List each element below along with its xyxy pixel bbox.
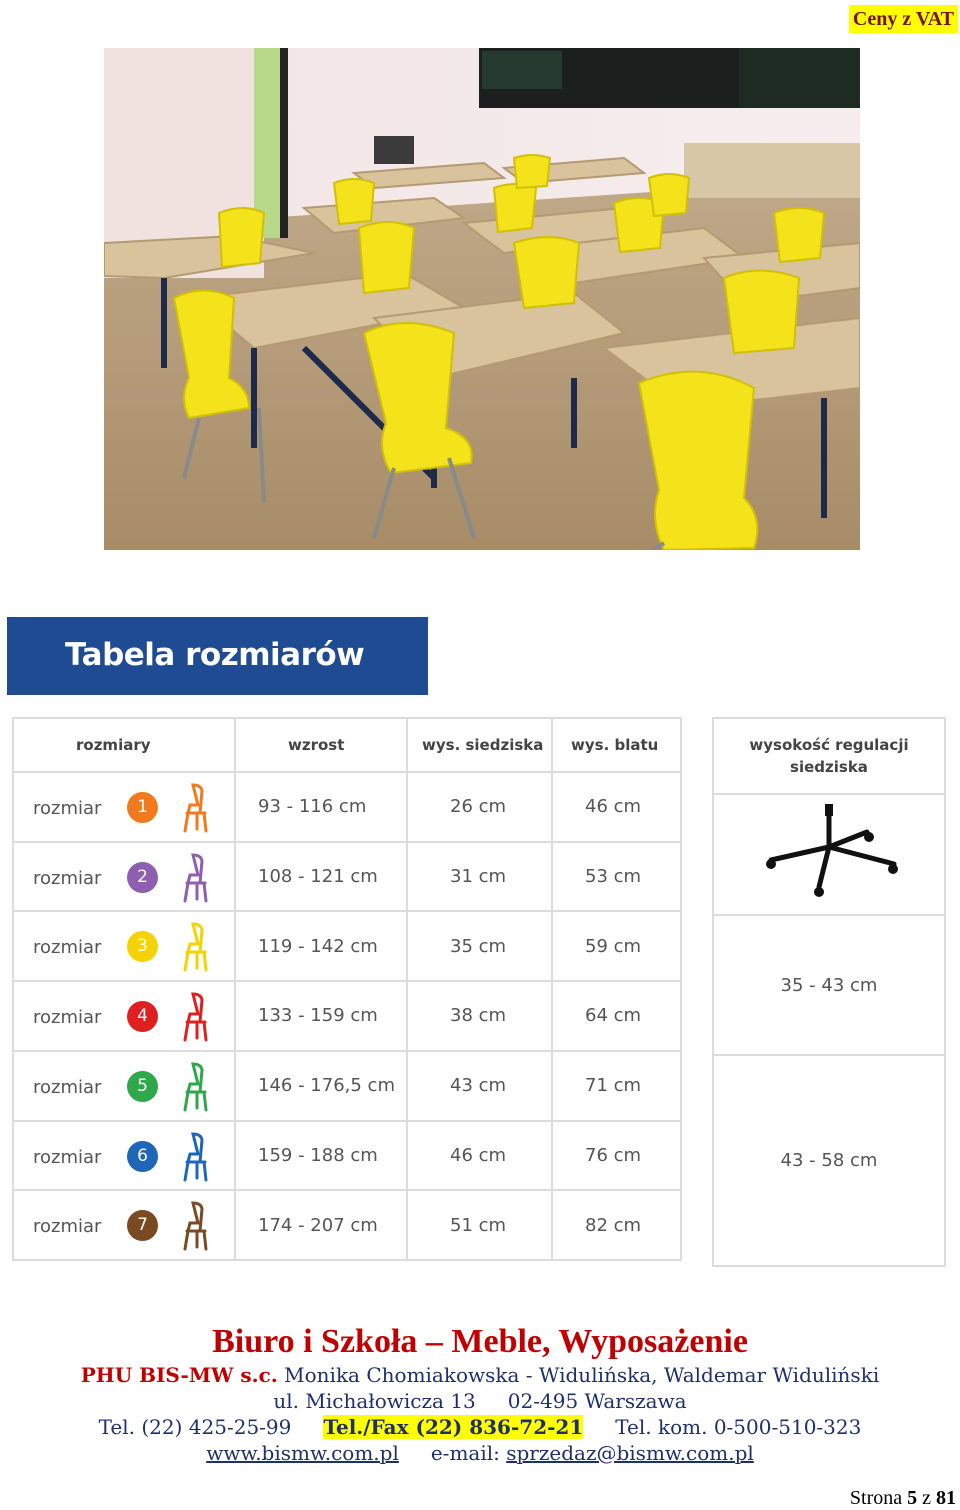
desk-height-cell: 76 cm — [552, 1121, 681, 1191]
size-cell — [13, 1051, 235, 1121]
price-badge: Ceny z VAT — [849, 5, 958, 33]
swivel-chair-base-icon — [759, 802, 899, 902]
size-label: rozmiar — [33, 798, 102, 819]
chair-icon — [179, 1132, 209, 1182]
company-name: Biuro i Szkoła – Meble, Wyposażenie — [212, 1323, 748, 1360]
size-cell — [13, 772, 235, 842]
chair-icon — [179, 1062, 209, 1112]
page-current: 5 — [907, 1487, 918, 1509]
seat-height-cell: 43 cm — [407, 1051, 552, 1121]
size-row — [13, 842, 681, 912]
height-cell: 174 - 207 cm — [235, 1190, 407, 1260]
page-number — [850, 1487, 956, 1510]
adjustment-header-line1: wysokość regulacji — [749, 736, 909, 754]
page-total: 81 — [936, 1487, 956, 1509]
size-table-title-bar — [7, 617, 428, 695]
page-prefix: Strona — [849, 1487, 903, 1509]
size-number-badge: 5 — [127, 1071, 158, 1102]
size-table — [12, 717, 682, 1261]
seat-height-cell: 38 cm — [407, 981, 552, 1051]
seat-height-cell: 51 cm — [407, 1190, 552, 1260]
website-link[interactable]: www.bismw.com.pl — [206, 1441, 399, 1465]
size-label: rozmiar — [33, 937, 102, 959]
size-label: rozmiar — [33, 1007, 102, 1029]
page-separator: z — [922, 1487, 931, 1509]
desk-height-cell: 82 cm — [552, 1190, 681, 1260]
desk-height-cell: 46 cm — [552, 772, 681, 842]
phone: Tel. (22) 425-25-99 — [98, 1415, 292, 1439]
size-row — [13, 981, 681, 1051]
header-height: wzrost — [235, 718, 407, 772]
size-number-badge: 6 — [127, 1141, 158, 1172]
seat-height-cell: 35 cm — [407, 911, 552, 981]
height-cell: 159 - 188 cm — [235, 1121, 407, 1191]
size-cell — [13, 1190, 235, 1260]
size-number-badge: 7 — [127, 1210, 158, 1241]
phone-line — [0, 1414, 960, 1440]
contact-line — [0, 1440, 960, 1466]
height-cell: 119 - 142 cm — [235, 911, 407, 981]
chair-icon — [179, 783, 209, 833]
header-desk-height: wys. blatu — [552, 718, 681, 772]
size-table-title: Tabela rozmiarów — [65, 637, 365, 673]
header-sizes: rozmiary — [13, 718, 235, 772]
desk-height-cell: 71 cm — [552, 1051, 681, 1121]
phu-name: PHU BIS-MW s.c. — [80, 1363, 278, 1387]
owners: Monika Chomiakowska - Widulińska, Waldemar Widuliński — [284, 1363, 880, 1387]
company-footer — [0, 1322, 960, 1466]
height-cell: 146 - 176,5 cm — [235, 1051, 407, 1121]
chair-icon — [179, 1201, 209, 1251]
size-label: rozmiar — [33, 1216, 102, 1238]
chair-icon — [179, 922, 209, 972]
desk-height-cell: 59 cm — [552, 911, 681, 981]
height-cell: 93 - 116 cm — [235, 772, 407, 842]
fax: Tel./Fax (22) 836-72-21 — [323, 1415, 584, 1439]
size-number-badge: 3 — [127, 931, 158, 962]
email-link[interactable]: sprzedaz@bismw.com.pl — [506, 1441, 754, 1465]
size-number-badge: 1 — [127, 792, 158, 823]
size-row — [13, 1121, 681, 1191]
size-label: rozmiar — [33, 1076, 102, 1098]
chair-icon — [179, 992, 209, 1042]
address-line — [0, 1388, 960, 1414]
size-cell — [13, 842, 235, 912]
city: 02-495 Warszawa — [507, 1389, 687, 1413]
height-cell: 108 - 121 cm — [235, 842, 407, 912]
email-label: e-mail: — [430, 1441, 500, 1465]
size-row — [13, 911, 681, 981]
adjustment-header — [713, 718, 945, 794]
mobile-phone: Tel. kom. 0-500-510-323 — [615, 1415, 862, 1439]
adjustment-range-low: 35 - 43 cm — [713, 915, 945, 1055]
size-table-header-row — [13, 718, 681, 772]
chair-icon — [179, 853, 209, 903]
seat-height-cell: 26 cm — [407, 772, 552, 842]
size-cell — [13, 911, 235, 981]
desk-height-cell: 53 cm — [552, 842, 681, 912]
desk-height-cell: 64 cm — [552, 981, 681, 1051]
size-number-badge: 2 — [127, 862, 158, 893]
seat-height-cell: 46 cm — [407, 1121, 552, 1191]
height-cell: 133 - 159 cm — [235, 981, 407, 1051]
size-cell — [13, 981, 235, 1051]
size-label: rozmiar — [33, 1146, 102, 1168]
adjustment-range-high: 43 - 58 cm — [713, 1055, 945, 1266]
adjustment-header-line2: siedziska — [790, 758, 868, 776]
header-seat-height: wys. siedziska — [407, 718, 552, 772]
swivel-base-cell — [713, 794, 945, 915]
seat-height-cell: 31 cm — [407, 842, 552, 912]
seat-adjustment-table — [712, 717, 946, 1267]
street: ul. Michałowicza 13 — [273, 1389, 476, 1413]
classroom-image — [104, 48, 860, 550]
size-row — [13, 772, 681, 842]
classroom-photo — [104, 48, 860, 550]
size-row — [13, 1190, 681, 1260]
size-label: rozmiar — [33, 867, 102, 889]
size-row — [13, 1051, 681, 1121]
size-cell — [13, 1121, 235, 1191]
size-number-badge: 4 — [127, 1001, 158, 1032]
owners-line — [0, 1362, 960, 1388]
